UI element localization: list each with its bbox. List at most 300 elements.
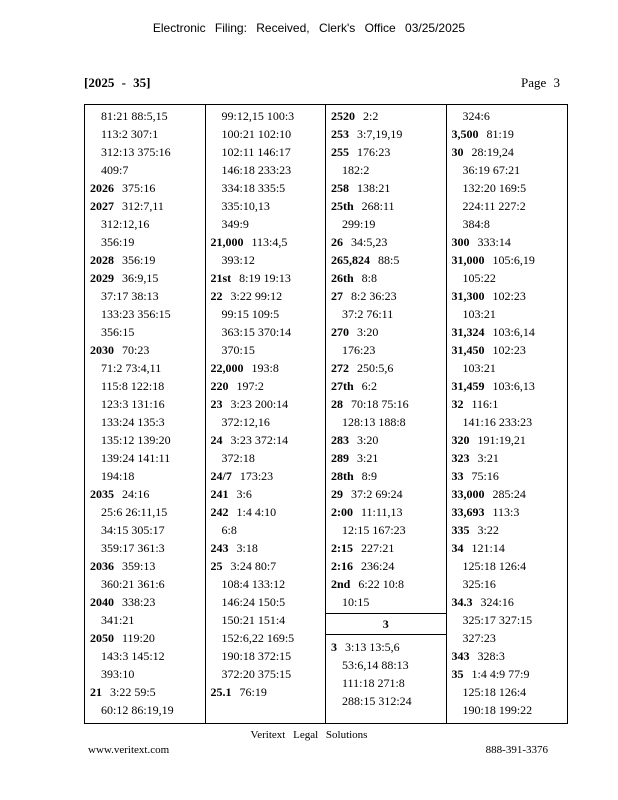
- entry-line: [206, 197, 326, 215]
- entry-line: [85, 377, 205, 395]
- entry-line: [447, 665, 568, 683]
- entry-line: [326, 431, 446, 449]
- index-term: 23: [210, 397, 223, 411]
- index-entry: [447, 341, 568, 377]
- index-entry: [326, 269, 446, 287]
- entry-line: [206, 323, 326, 341]
- page-line-refs: 236:24: [361, 559, 395, 573]
- index-entry: [85, 485, 205, 557]
- index-term: 26th: [331, 271, 354, 285]
- entry-line: [85, 647, 205, 665]
- index-entry: [85, 269, 205, 341]
- entry-line: [206, 143, 326, 161]
- page-line-refs: 8:19 19:13: [239, 271, 291, 285]
- page-line-refs: 335:10,13: [221, 199, 270, 213]
- page-line-refs: 356:15: [101, 325, 135, 339]
- index-entry: [206, 107, 326, 233]
- page-line-refs: 312:12,16: [101, 217, 150, 231]
- index-entry: [326, 287, 446, 323]
- index-term: 2050: [90, 631, 114, 645]
- index-entry: [326, 467, 446, 485]
- entry-line: [447, 683, 568, 701]
- index-entry: [326, 251, 446, 269]
- entry-line: [206, 449, 326, 467]
- page-line-refs: 3:23 372:14: [230, 433, 289, 447]
- page-line-refs: 6:8: [221, 523, 237, 537]
- entry-line: [206, 413, 326, 431]
- index-entry: [447, 467, 568, 485]
- page-line-refs: 10:15: [342, 595, 370, 609]
- entry-line: [326, 143, 446, 161]
- page-line-refs: 191:19,21: [477, 433, 526, 447]
- page-line-refs: 3:6: [236, 487, 252, 501]
- page-line-refs: 135:12 139:20: [101, 433, 171, 447]
- word-index-grid: [84, 104, 568, 724]
- entry-line: [85, 341, 205, 359]
- page-line-refs: 113:4,5: [251, 235, 288, 249]
- page-line-refs: 341:21: [101, 613, 135, 627]
- entry-line: [85, 359, 205, 377]
- index-term: 320: [451, 433, 470, 447]
- index-term: 3,500: [451, 127, 479, 141]
- index-term: 2520: [331, 109, 355, 123]
- page-line-refs: 8:9: [361, 469, 378, 483]
- index-entry: [85, 629, 205, 683]
- section-heading: 3: [326, 614, 446, 635]
- index-term: 21,000: [210, 235, 244, 249]
- page-line-refs: 224:11 227:2: [462, 199, 526, 213]
- index-entry: [326, 359, 446, 377]
- entry-line: [206, 431, 326, 449]
- entry-line: [447, 575, 568, 593]
- entry-line: [326, 305, 446, 323]
- entry-line: [326, 638, 446, 656]
- page-line-refs: 37:17 38:13: [101, 289, 159, 303]
- page-line-refs: 36:9,15: [122, 271, 159, 285]
- entry-line: [326, 251, 446, 269]
- entry-line: [85, 107, 205, 125]
- index-entry: [206, 539, 326, 557]
- entry-line: [206, 395, 326, 413]
- page-line-refs: 36:19 67:21: [462, 163, 521, 177]
- page-line-refs: 8:2 36:23: [351, 289, 397, 303]
- page-line-refs: 34:15 305:17: [101, 523, 165, 537]
- page-line-refs: 176:23: [342, 343, 376, 357]
- entry-line: [326, 467, 446, 485]
- entry-line: [206, 107, 326, 125]
- page-line-refs: 102:23: [492, 289, 526, 303]
- index-entry: [447, 647, 568, 665]
- entry-line: [85, 503, 205, 521]
- page-line-refs: 173:23: [239, 469, 274, 483]
- index-term: 2027: [90, 199, 114, 213]
- page-line-refs: 111:18 271:8: [342, 676, 405, 690]
- entry-line: [206, 665, 326, 683]
- index-term: 31,300: [451, 289, 485, 303]
- page-line-refs: 123:3 131:16: [101, 397, 165, 411]
- page-line-refs: 3:18: [236, 541, 258, 555]
- entry-line: [206, 377, 326, 395]
- page-line-refs: 333:14: [477, 235, 511, 249]
- page-line-refs: 334:18 335:5: [221, 181, 286, 195]
- index-term: 28th: [331, 469, 354, 483]
- index-term: 265,824: [331, 253, 370, 267]
- entry-line: [85, 683, 205, 701]
- index-term: 31,324: [451, 325, 485, 339]
- entry-line: [206, 179, 326, 197]
- entry-line: [206, 485, 326, 503]
- page-line-refs: 103:6,13: [492, 379, 535, 393]
- index-term: 241: [210, 487, 229, 501]
- index-term: 34: [451, 541, 464, 555]
- entry-line: [326, 377, 446, 395]
- index-entry: [326, 395, 446, 431]
- index-term: 220: [210, 379, 229, 393]
- entry-line: [326, 656, 446, 674]
- index-term: 2:16: [331, 559, 353, 573]
- page-line-refs: 138:21: [357, 181, 391, 195]
- page-line-refs: 70:23: [122, 343, 150, 357]
- entry-line: [447, 215, 568, 233]
- page-line-refs: 99:15 109:5: [221, 307, 280, 321]
- index-term: 25.1: [210, 685, 232, 699]
- entry-line: [85, 611, 205, 629]
- index-term: 253: [331, 127, 349, 141]
- page-line-refs: 102:11 146:17: [221, 145, 291, 159]
- index-term: 28: [331, 397, 343, 411]
- page-line-refs: 370:15: [221, 343, 255, 357]
- entry-line: [326, 197, 446, 215]
- index-term: 27: [331, 289, 343, 303]
- entry-line: [206, 125, 326, 143]
- index-entry: [447, 251, 568, 287]
- index-entry: [326, 485, 446, 503]
- page-line-refs: 372:20 375:15: [221, 667, 292, 681]
- page-line-refs: 102:23: [492, 343, 526, 357]
- entry-line: [206, 611, 326, 629]
- page-line-refs: 285:24: [492, 487, 526, 501]
- entry-line: [447, 611, 568, 629]
- index-entry: [326, 377, 446, 395]
- page-line-refs: 34:5,23: [351, 235, 388, 249]
- entry-line: [326, 269, 446, 287]
- page-line-refs: 372:18: [221, 451, 255, 465]
- index-term: 33,693: [451, 505, 485, 519]
- page-line-refs: 12:15 167:23: [342, 523, 406, 537]
- index-term: 21st: [210, 271, 232, 285]
- index-term: 33: [451, 469, 464, 483]
- footer-website: www.veritext.com: [88, 744, 170, 756]
- index-entry: [447, 431, 568, 449]
- page-line-refs: 81:19: [486, 127, 514, 141]
- index-term: 243: [210, 541, 229, 555]
- page-line-refs: 133:24 135:3: [101, 415, 165, 429]
- page-line-refs: 60:12 86:19,19: [101, 703, 174, 717]
- entry-line: [85, 305, 205, 323]
- index-entry: [206, 503, 326, 539]
- page-line-refs: 176:23: [357, 145, 391, 159]
- index-term: 289: [331, 451, 349, 465]
- index-term: 31,459: [451, 379, 485, 393]
- entry-line: [326, 593, 446, 611]
- page-line-refs: 6:22 10:8: [358, 577, 405, 591]
- entry-line: [85, 521, 205, 539]
- entry-line: [447, 413, 568, 431]
- entry-line: [326, 575, 446, 593]
- entry-line: [447, 557, 568, 575]
- index-entry: [85, 683, 205, 719]
- entry-line: [326, 503, 446, 521]
- index-term: 343: [451, 649, 470, 663]
- page-line-refs: 384:8: [462, 217, 490, 231]
- entry-line: [206, 593, 326, 611]
- index-entry: [85, 179, 205, 197]
- index-entry: [447, 143, 568, 233]
- page-line-refs: 37:2 69:24: [351, 487, 403, 501]
- entry-line: [85, 575, 205, 593]
- index-entry: [447, 107, 568, 125]
- entry-line: [85, 251, 205, 269]
- page-line-refs: 360:21 361:6: [101, 577, 165, 591]
- index-entry: [326, 125, 446, 143]
- index-term: 33,000: [451, 487, 485, 501]
- entry-line: [326, 107, 446, 125]
- entry-line: [447, 161, 568, 179]
- page-line-refs: 103:21: [462, 307, 496, 321]
- entry-line: [326, 287, 446, 305]
- index-term: 242: [210, 505, 229, 519]
- entry-line: [447, 143, 568, 161]
- page-line-refs: 70:18 75:16: [351, 397, 409, 411]
- page-line-refs: 324:16: [480, 595, 514, 609]
- page-line-refs: 3:22 59:5: [110, 685, 156, 699]
- index-term: 2030: [90, 343, 114, 357]
- entry-line: [206, 521, 326, 539]
- page-line-refs: 116:1: [471, 397, 499, 411]
- index-term: 25th: [331, 199, 354, 213]
- entry-line: [206, 575, 326, 593]
- index-term: 2036: [90, 559, 114, 573]
- page-line-refs: 190:18 199:22: [462, 703, 533, 717]
- entry-line: [85, 287, 205, 305]
- page-line-refs: 363:15 370:14: [221, 325, 292, 339]
- index-term: 272: [331, 361, 349, 375]
- index-entry: [326, 503, 446, 539]
- entry-line: [447, 467, 568, 485]
- footer-phone: 888-391-3376: [485, 744, 548, 756]
- index-entry: [85, 557, 205, 593]
- index-column-1: [85, 105, 206, 723]
- entry-line: [447, 539, 568, 557]
- page-line-refs: 3:20: [357, 325, 379, 339]
- page-line-refs: 11:11,13: [361, 505, 403, 519]
- entry-line: [85, 701, 205, 719]
- entry-line: [326, 413, 446, 431]
- entry-line: [447, 287, 568, 305]
- index-entry: [206, 359, 326, 377]
- page-line-refs: 3:22 99:12: [230, 289, 283, 303]
- page-line-refs: 105:22: [462, 271, 496, 285]
- entry-line: [326, 521, 446, 539]
- index-term: 34.3: [451, 595, 473, 609]
- index-term: 335: [451, 523, 470, 537]
- index-term: 22: [210, 289, 223, 303]
- page-line-refs: 197:2: [236, 379, 264, 393]
- entry-line: [206, 683, 326, 701]
- page-line-refs: 288:15 312:24: [342, 694, 412, 708]
- index-term: 2nd: [331, 577, 351, 591]
- page-line-refs: 143:3 145:12: [101, 649, 165, 663]
- index-term: 2028: [90, 253, 114, 267]
- entry-line: [447, 197, 568, 215]
- index-term: 2:15: [331, 541, 353, 555]
- page-line-refs: 327:23: [462, 631, 496, 645]
- entry-line: [447, 449, 568, 467]
- index-entry: [326, 233, 446, 251]
- index-term: 31,000: [451, 253, 485, 267]
- entry-line: [85, 323, 205, 341]
- page-line-refs: 194:18: [101, 469, 135, 483]
- page-line-refs: 76:19: [239, 685, 267, 699]
- index-term: 270: [331, 325, 349, 339]
- entry-line: [447, 431, 568, 449]
- case-reference: [2025 - 35]: [84, 75, 151, 90]
- entry-line: [85, 665, 205, 683]
- entry-line: [447, 395, 568, 413]
- entry-line: [85, 269, 205, 287]
- index-entry: [447, 125, 568, 143]
- page-line-refs: 393:12: [221, 253, 255, 267]
- entry-line: [326, 359, 446, 377]
- entry-line: [326, 539, 446, 557]
- index-entry: [326, 575, 446, 611]
- entry-line: [206, 647, 326, 665]
- page-line-refs: 6:2: [361, 379, 378, 393]
- index-term: 26: [331, 235, 343, 249]
- index-term: 24/7: [210, 469, 232, 483]
- page-line-refs: 150:21 151:4: [221, 613, 286, 627]
- page-line-refs: 108:4 133:12: [221, 577, 286, 591]
- page-line-refs: 3:21: [477, 451, 499, 465]
- page-line-refs: 113:2 307:1: [101, 127, 159, 141]
- entry-line: [447, 359, 568, 377]
- index-entry: [326, 557, 446, 575]
- entry-line: [447, 323, 568, 341]
- index-term: 25: [210, 559, 223, 573]
- index-entry: [206, 395, 326, 431]
- page-line-refs: 299:19: [342, 217, 376, 231]
- entry-line: [206, 467, 326, 485]
- entry-line: [206, 161, 326, 179]
- index-column-2: [206, 105, 327, 723]
- page-line-refs: 325:17 327:15: [462, 613, 533, 627]
- entry-line: [447, 179, 568, 197]
- page-line-refs: 141:16 233:23: [462, 415, 533, 429]
- index-entry: [85, 593, 205, 629]
- page-line-refs: 132:20 169:5: [462, 181, 527, 195]
- entry-line: [326, 215, 446, 233]
- index-term: 2040: [90, 595, 114, 609]
- index-entry: [447, 521, 568, 539]
- index-entry: [447, 449, 568, 467]
- index-entry: [326, 323, 446, 359]
- index-entry: [206, 269, 326, 287]
- page-line-refs: 409:7: [101, 163, 129, 177]
- page-line-refs: 100:21 102:10: [221, 127, 292, 141]
- page-line-refs: 24:16: [122, 487, 150, 501]
- index-entry: [447, 395, 568, 431]
- entry-line: [85, 233, 205, 251]
- index-term: 30: [451, 145, 464, 159]
- entry-line: [447, 593, 568, 611]
- entry-line: [447, 647, 568, 665]
- page-line-refs: 1:4 4:10: [236, 505, 277, 519]
- entry-line: [206, 269, 326, 287]
- page-line-refs: 37:2 76:11: [342, 307, 394, 321]
- page-line-refs: 125:18 126:4: [462, 685, 527, 699]
- entry-line: [85, 557, 205, 575]
- entry-line: [206, 251, 326, 269]
- entry-line: [206, 539, 326, 557]
- footer-company: Veritext Legal Solutions: [250, 729, 368, 741]
- page-line-refs: 312:13 375:16: [101, 145, 171, 159]
- index-term: 258: [331, 181, 349, 195]
- index-term: 3: [331, 640, 337, 654]
- index-entry: [326, 197, 446, 233]
- entry-line: [85, 467, 205, 485]
- page-line-refs: 338:23: [122, 595, 156, 609]
- page-line-refs: 3:23 200:14: [230, 397, 289, 411]
- entry-line: [326, 557, 446, 575]
- entry-line: [326, 674, 446, 692]
- page-line-refs: 103:6,14: [492, 325, 535, 339]
- entry-line: [85, 413, 205, 431]
- page-line-refs: 356:19: [101, 235, 135, 249]
- entry-line: [206, 557, 326, 575]
- page-line-refs: 250:5,6: [357, 361, 394, 375]
- index-term: 2026: [90, 181, 114, 195]
- entry-line: [85, 485, 205, 503]
- entry-line: [85, 125, 205, 143]
- index-entry: [326, 143, 446, 179]
- entry-line: [447, 233, 568, 251]
- index-entry: [85, 107, 205, 179]
- entry-line: [326, 179, 446, 197]
- entry-line: [206, 629, 326, 647]
- index-entry: [326, 431, 446, 449]
- entry-line: [206, 503, 326, 521]
- page-line-refs: 3:20: [357, 433, 379, 447]
- entry-line: [206, 341, 326, 359]
- page-line-refs: 359:17 361:3: [101, 541, 165, 555]
- index-entry: [206, 557, 326, 683]
- index-entry: [206, 233, 326, 269]
- index-term: 35: [451, 667, 464, 681]
- index-term: 283: [331, 433, 349, 447]
- page-line-refs: 3:21: [357, 451, 379, 465]
- index-entry: [85, 197, 205, 251]
- index-entry: [206, 485, 326, 503]
- page-line-refs: 356:19: [122, 253, 156, 267]
- entry-line: [326, 341, 446, 359]
- entry-line: [447, 485, 568, 503]
- page-line-refs: 372:12,16: [221, 415, 270, 429]
- page-line-refs: 71:2 73:4,11: [101, 361, 162, 375]
- page-line-refs: 2:2: [363, 109, 379, 123]
- page-line-refs: 182:2: [342, 163, 370, 177]
- page-line-refs: 119:20: [122, 631, 155, 645]
- filing-stamp: Electronic Filing: Received, Clerk's Office 03/25/2025: [152, 21, 466, 35]
